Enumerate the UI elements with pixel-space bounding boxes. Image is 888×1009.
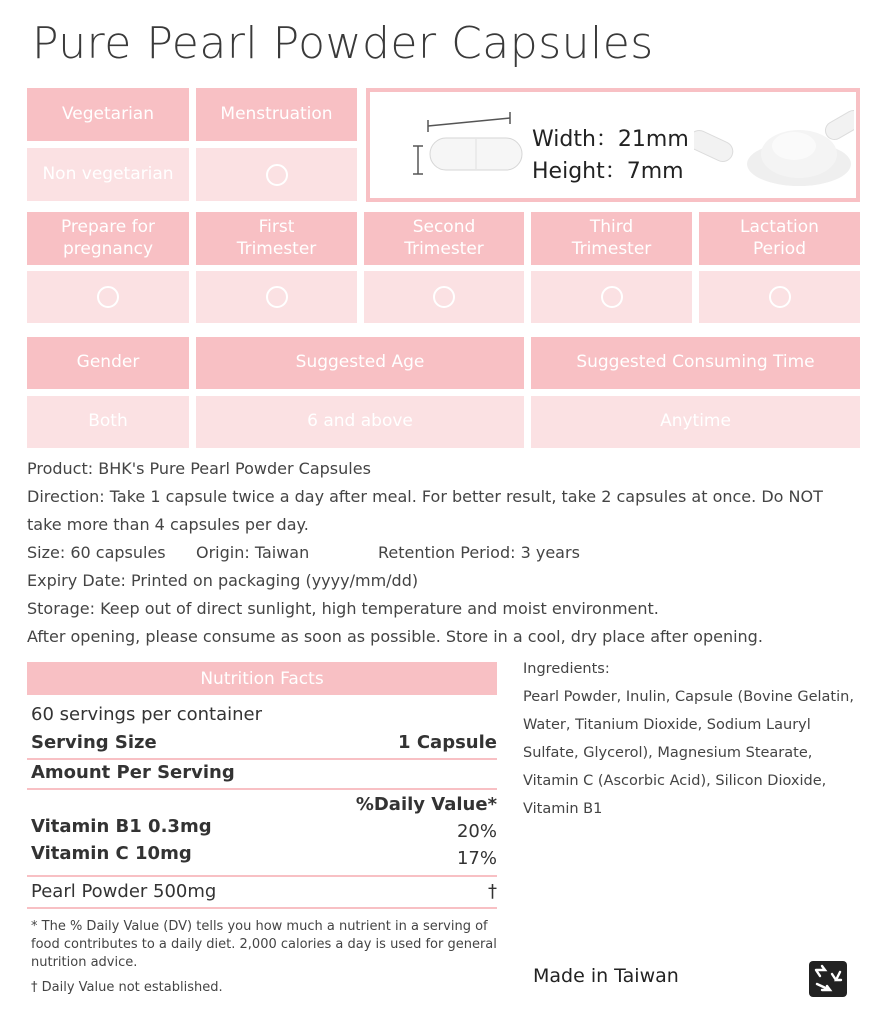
storage-text: Storage: Keep out of direct sunlight, high temperature and moist environment. [27, 599, 659, 618]
check-circle-icon [97, 286, 119, 308]
after-opening-text: After opening, please consume as soon as possible. Store in a cool, dry place after opening. [27, 627, 763, 646]
header-prepare-pregnancy: Prepare for pregnancy [27, 212, 189, 265]
divider [27, 788, 497, 790]
check-circle-icon [433, 286, 455, 308]
product-name: Product: BHK's Pure Pearl Powder Capsules [27, 459, 371, 478]
expiry-text: Expiry Date: Printed on packaging (yyyy/mm/dd) [27, 571, 419, 590]
check-circle-icon [601, 286, 623, 308]
check-circle-icon [769, 286, 791, 308]
servings-per-container: 60 servings per container [31, 704, 262, 725]
nutrient-row [31, 843, 497, 869]
retention-text: Retention Period: 3 years [378, 543, 580, 562]
check-circle-icon [266, 286, 288, 308]
divider [27, 758, 497, 760]
powder-image [694, 102, 854, 192]
recycle-icon [808, 960, 848, 998]
pearl-powder-row [31, 881, 497, 902]
nutrient-dv: 20% [456, 821, 497, 842]
value-menstruation [196, 148, 357, 201]
value-gender: Both [27, 396, 189, 448]
direction-text: Direction: Take 1 capsule twice a day after meal. For better result, take 2 capsules at once. Do NOT take more than 4 capsules per day. [27, 487, 823, 534]
made-in-label: Made in Taiwan [533, 965, 679, 987]
nutrient-name: Vitamin B1 0.3mg [31, 816, 212, 837]
header-second-trimester: Second Trimester [364, 212, 524, 265]
capsule-dimension-box [366, 88, 860, 202]
capsule-width: Width：21mm [532, 127, 689, 152]
daily-value-footnote: * The % Daily Value (DV) tells you how much a nutrient in a serving of food contributes to a daily diet. 2,000 calories a day is used for general nutrition advice. [31, 919, 497, 970]
dagger-footnote: † Daily Value not established. [31, 980, 223, 995]
header-vegetarian: Vegetarian [27, 88, 189, 141]
capsule-height: Height：7mm [532, 159, 684, 184]
serving-size-row [31, 732, 497, 753]
ingredients-label: Ingredients: [523, 661, 610, 677]
serving-size-value: 1 Capsule [398, 732, 497, 753]
nutrient-dv: 17% [456, 848, 497, 869]
header-third-trimester: Third Trimester [531, 212, 692, 265]
nutrition-facts-header: Nutrition Facts [27, 662, 497, 695]
ingredients-text: Pearl Powder, Inulin, Capsule (Bovine Gelatin, Water, Titanium Dioxide, Sodium Lauryl Sulfate, Glycerol), Magnesium Stearate, Vitamin C (Ascorbic Acid), Silicon Dioxide, Vitamin B1 [523, 689, 854, 817]
check-circle-icon [266, 164, 288, 186]
size-text: Size: 60 capsules [27, 543, 166, 562]
value-suggested-age: 6 and above [196, 396, 524, 448]
header-consuming-time: Suggested Consuming Time [531, 337, 860, 389]
pearl-powder-dv: † [488, 881, 497, 902]
value-vegetarian: Non vegetarian [27, 148, 189, 201]
divider [27, 907, 497, 909]
header-first-trimester: First Trimester [196, 212, 357, 265]
value-prepare-pregnancy [27, 271, 189, 323]
value-lactation-period [699, 271, 860, 323]
header-gender: Gender [27, 337, 189, 389]
divider [27, 875, 497, 877]
pearl-powder-label: Pearl Powder 500mg [31, 881, 217, 902]
value-consuming-time: Anytime [531, 396, 860, 448]
serving-size-label: Serving Size [31, 732, 157, 753]
amount-per-serving: Amount Per Serving [31, 762, 235, 783]
origin-text: Origin: Taiwan [196, 543, 310, 562]
capsule-icon [410, 106, 530, 180]
value-third-trimester [531, 271, 692, 323]
header-suggested-age: Suggested Age [196, 337, 524, 389]
daily-value-label: %Daily Value* [355, 794, 497, 815]
page-title: Pure Pearl Powder Capsules [32, 18, 654, 69]
value-second-trimester [364, 271, 524, 323]
nutrient-name: Vitamin C 10mg [31, 843, 192, 864]
nutrient-row [31, 816, 497, 842]
header-menstruation: Menstruation [196, 88, 357, 141]
ingredients-block [523, 655, 863, 823]
value-first-trimester [196, 271, 357, 323]
header-lactation-period: Lactation Period [699, 212, 860, 265]
